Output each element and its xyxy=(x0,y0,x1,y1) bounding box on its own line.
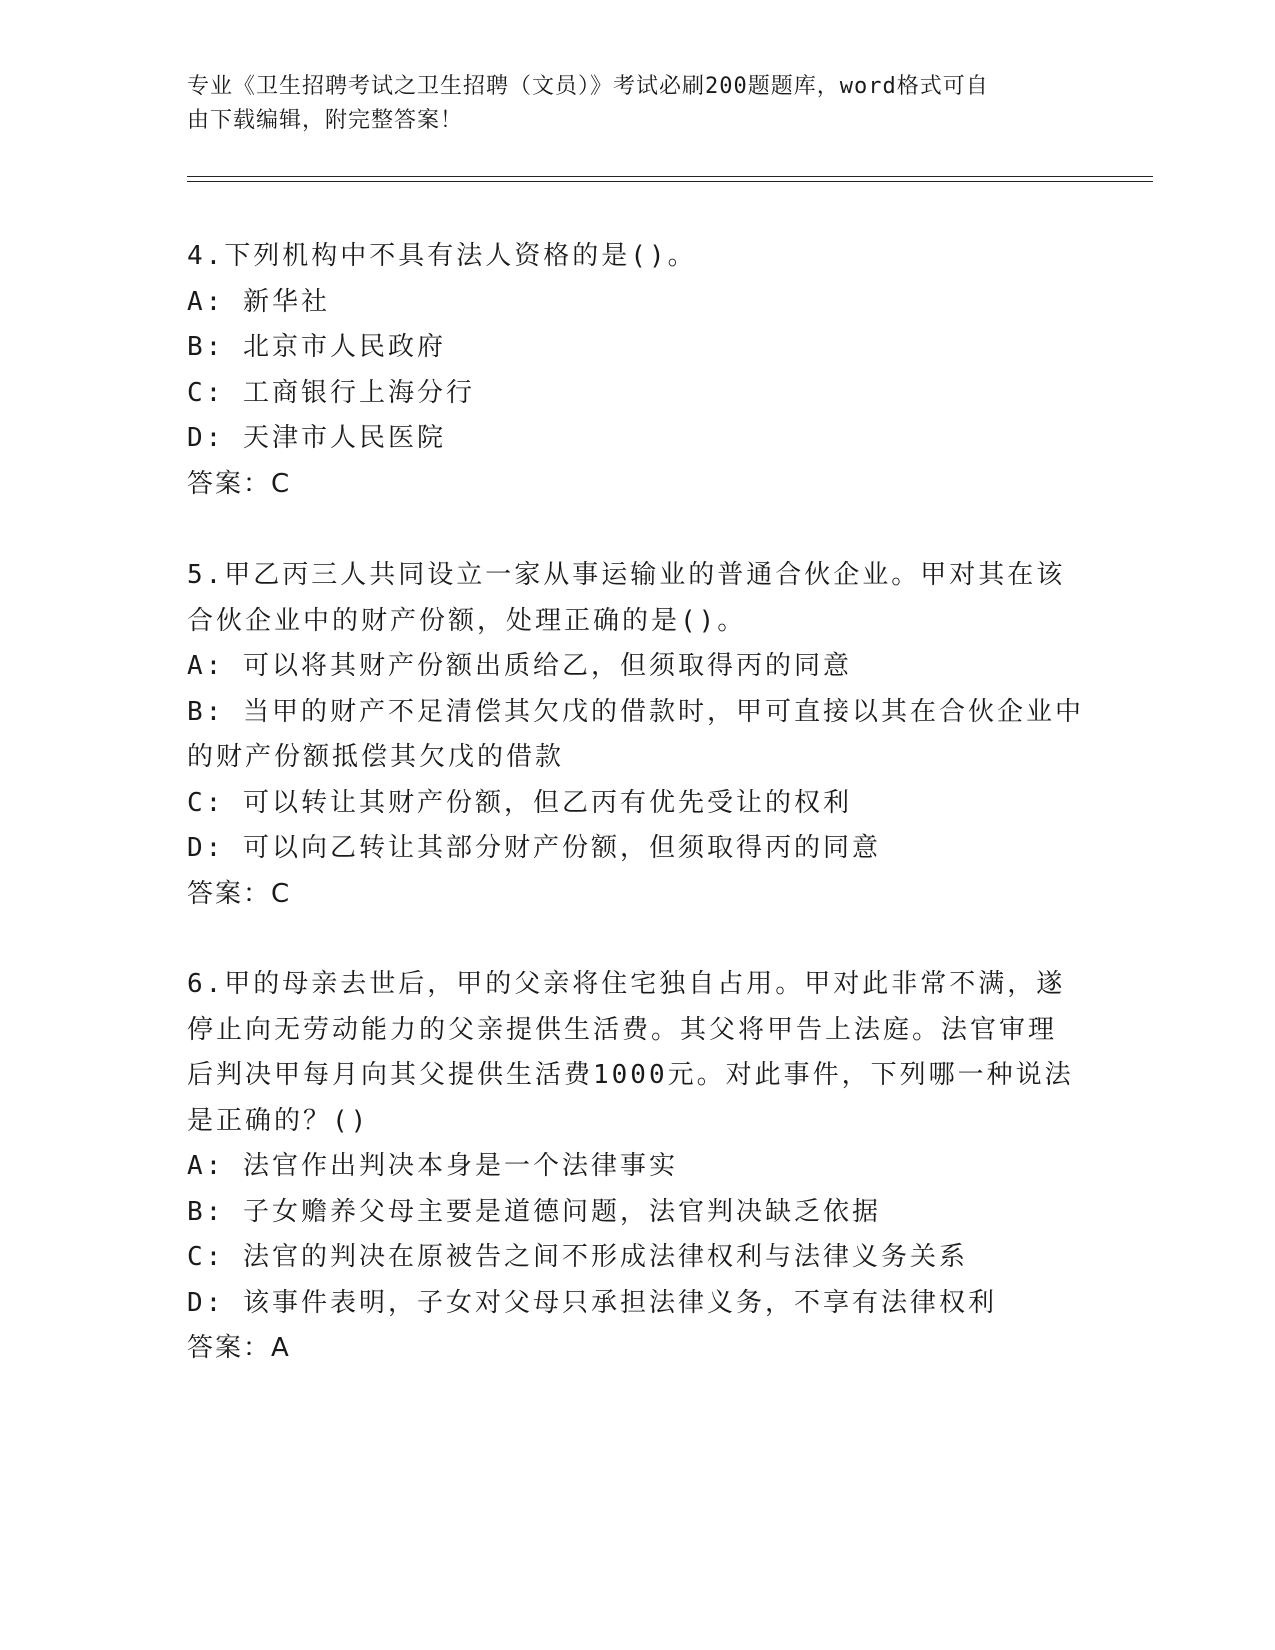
answer: 答案：C xyxy=(187,468,292,499)
option-c: C: 可以转让其财产份额，但乙丙有优先受让的权利 xyxy=(187,787,852,818)
question-block xyxy=(187,234,1087,507)
question-text: 后判决甲每月向其父提供生活费1000元。对此事件，下列哪一种说法 xyxy=(187,1060,1074,1090)
header-divider xyxy=(187,181,1153,182)
header-divider xyxy=(187,176,1153,177)
option-a: A: 可以将其财产份额出质给乙，但须取得丙的同意 xyxy=(187,651,852,681)
header-line: 专业《卫生招聘考试之卫生招聘（文员）》考试必刷200题题库，word格式可自 xyxy=(187,74,989,99)
answer: 答案：A xyxy=(187,1333,291,1363)
option-a: A: 新华社 xyxy=(187,286,330,317)
option-d: D: 可以向乙转让其部分财产份额，但须取得丙的同意 xyxy=(187,833,881,863)
option-b: B: 当甲的财产不足清偿其欠戊的借款时，甲可直接以其在合伙企业中 xyxy=(187,696,1084,727)
question-text: 5.甲乙丙三人共同设立一家从事运输业的普通合伙企业。甲对其在该 xyxy=(187,560,1066,590)
option-a: A: 法官作出判决本身是一个法律事实 xyxy=(187,1151,678,1181)
document-header xyxy=(187,70,1087,138)
question-block xyxy=(187,553,1087,917)
question-text: 合伙企业中的财产份额，处理正确的是()。 xyxy=(187,605,747,636)
option-b: B: 北京市人民政府 xyxy=(187,332,446,362)
option-d: D: 天津市人民医院 xyxy=(187,423,446,453)
header-line: 由下载编辑，附完整答案！ xyxy=(187,108,464,133)
question-block xyxy=(187,962,1087,1372)
answer: 答案：C xyxy=(187,878,292,909)
option-d: D: 该事件表明，子女对父母只承担法律义务，不享有法律权利 xyxy=(187,1287,997,1318)
question-text: 4.下列机构中不具有法人资格的是()。 xyxy=(187,241,697,271)
option-b-continued: 的财产份额抵偿其欠戊的借款 xyxy=(187,742,565,772)
question-text: 是正确的？() xyxy=(187,1105,370,1136)
question-text: 停止向无劳动能力的父亲提供生活费。其父将甲告上法庭。法官审理 xyxy=(187,1014,1058,1045)
option-b: B: 子女赡养父母主要是道德问题，法官判决缺乏依据 xyxy=(187,1196,881,1227)
option-c: C: 工商银行上海分行 xyxy=(187,377,475,408)
question-text: 6.甲的母亲去世后，甲的父亲将住宅独自占用。甲对此非常不满，遂 xyxy=(187,969,1066,999)
option-c: C: 法官的判决在原被告之间不形成法律权利与法律义务关系 xyxy=(187,1242,968,1272)
